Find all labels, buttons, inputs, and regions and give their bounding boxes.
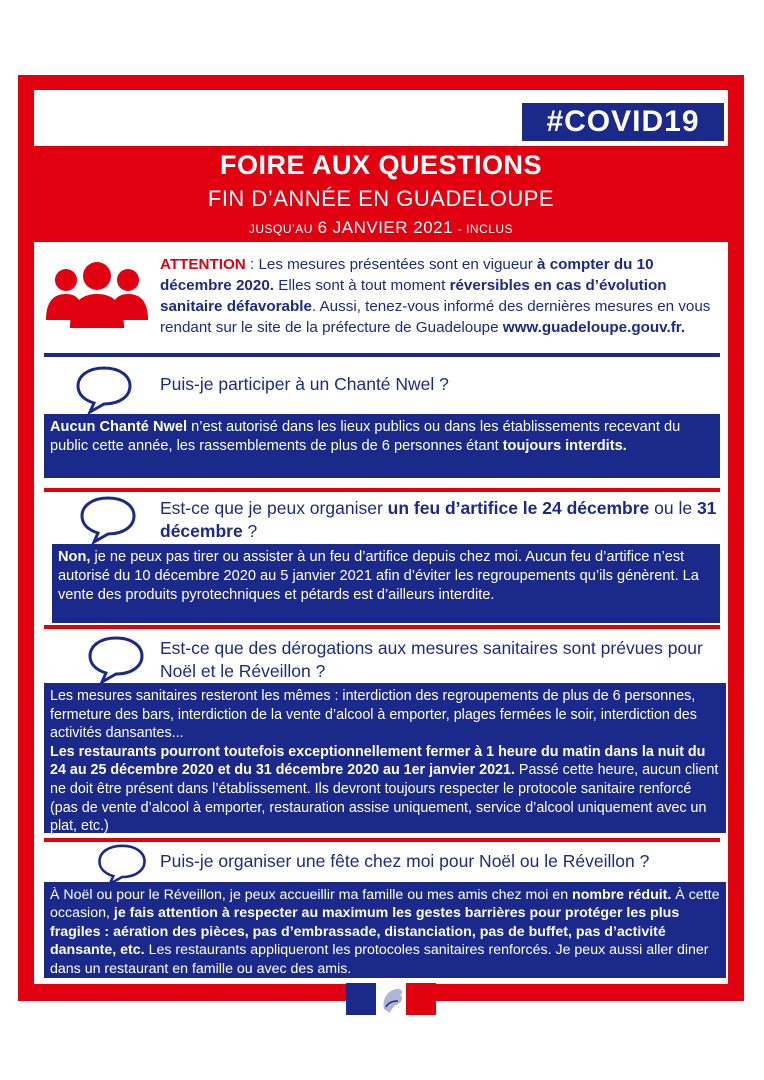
people-group-icon [44,258,150,334]
divider [44,353,720,357]
speech-bubble-icon [86,634,146,684]
faq-answer-2 [52,544,720,623]
faq-question-1: Puis-je participer à un Chanté Nwel ? [160,374,449,394]
attention-bold-2: réversibles en cas d’évolution sanitaire défavorable [160,277,667,315]
speech-bubble-icon [74,364,134,414]
question-2-bold-2: 31 décembre [160,498,717,541]
answer-2-text-1: je ne peux pas tirer ou assister à un feu d’artifice depuis chez moi. Aucun feu d’artifice n’est autorisé du 10 décembre 2020 au 5 janvier 2021 afin d’éviter les regroupements qu’ils génèrent. La vente des produits pyrotechniques et pétards est d’ailleurs interdite. [58,549,699,603]
speech-bubble-icon [78,494,138,544]
answer-1-bold-2: toujours interdits. [502,438,627,454]
answer-4-text-3: Les restaurants appliqueront les protocoles sanitaires renforcés. Je peux aussi aller diner dans un restaurant en famille ou avec des amis. [50,942,709,977]
answer-2-bold-1: Non, [58,549,91,565]
faq-answer-3 [44,683,726,833]
attention-text-1: : Les mesures présentées sont en vigueur [245,256,538,273]
faq-answer-1 [44,414,720,478]
divider [44,488,720,492]
attention-bold-1: à compter du 10 décembre 2020. [160,256,654,294]
attention-text-3: . Aussi, tenez-vous informé des dernières mesures en vous rendant sur le site de la préfecture de Guadeloupe [160,298,711,336]
date-prefix: JUSQU’AU [248,222,313,236]
question-2-text-1: Est-ce que je peux organiser [160,498,388,518]
answer-1-text-1: n’est autorisé dans les lieux publics ou dans les établissements recevant du public cette année, les rassemblements de plus de 6 personnes étant [50,419,681,454]
answer-4-text-2: À cette occasion, [50,887,720,922]
attention-text-2: Elles sont à tout moment [273,277,450,294]
answer-3-text-2: Passé cette heure, aucun client ne doit être présent dans l’établissement. Ils devront toujours respecter le protocole sanitaire renforcé (pas de vente d’alcool à emporter, restauration assise uniquement, service d’alcool uniquement avec un plat, etc.) [50,762,719,835]
marianne-logo [346,983,436,1015]
answer-3-bold-1: Les restaurants pourront toutefois exceptionnellement fermer à 1 heure du matin dans la nuit du 24 au 25 décembre 2020 et du 31 décembre 2020 au 1er janvier 2021. [50,743,706,779]
faq-question-4: Puis-je organiser une fête chez moi pour Noël ou le Réveillon ? [160,851,650,871]
date-main: 6 JANVIER 2021 [317,218,454,237]
page-title: FOIRE AUX QUESTIONS [219,150,543,180]
faq-question-2 [160,497,720,543]
answer-4-bold-2: je fais attention à respecter au maximum les gestes barrières pour protéger les plus fragiles : aération des pièces, pas d’embrassade, distanciation, pas de buffet, pas d’activité dansante, etc. [50,905,680,959]
answer-1-bold-1: Aucun Chanté Nwel [50,419,188,435]
attention-label: ATTENTION [160,256,246,273]
divider [44,625,720,629]
covid-hashtag: #COVID19 [522,103,724,141]
faq-answer-4 [44,882,726,978]
question-2-text-3: ? [242,521,258,541]
question-2-text-2: ou le [649,498,697,518]
question-2-bold-1: un feu d’artifice le 24 décembre [387,498,650,518]
page-subtitle: FIN D’ANNÉE EN GUADELOUPE [207,186,555,211]
prefecture-link[interactable]: www.guadeloupe.gouv.fr. [502,319,686,336]
answer-4-text-1: À Noël ou pour le Réveillon, je peux accueillir ma famille ou mes amis chez moi en [50,887,573,903]
attention-notice [160,254,720,338]
speech-bubble-icon [96,842,148,886]
answer-4-bold-1: nombre réduit. [572,887,672,903]
answer-3-text-1: Les mesures sanitaires resteront les mêmes : interdiction des regroupements de plus de 6 personnes, fermeture des bars, interdiction de la vente d’alcool à emporter, plages fermées le soir, interdiction des activités dansantes... [50,688,697,742]
date-line [34,218,728,238]
date-suffix: - INCLUS [457,222,514,236]
faq-question-3: Est-ce que des dérogations aux mesures sanitaires sont prévues pour Noël et le Réveillon ? [160,638,703,681]
